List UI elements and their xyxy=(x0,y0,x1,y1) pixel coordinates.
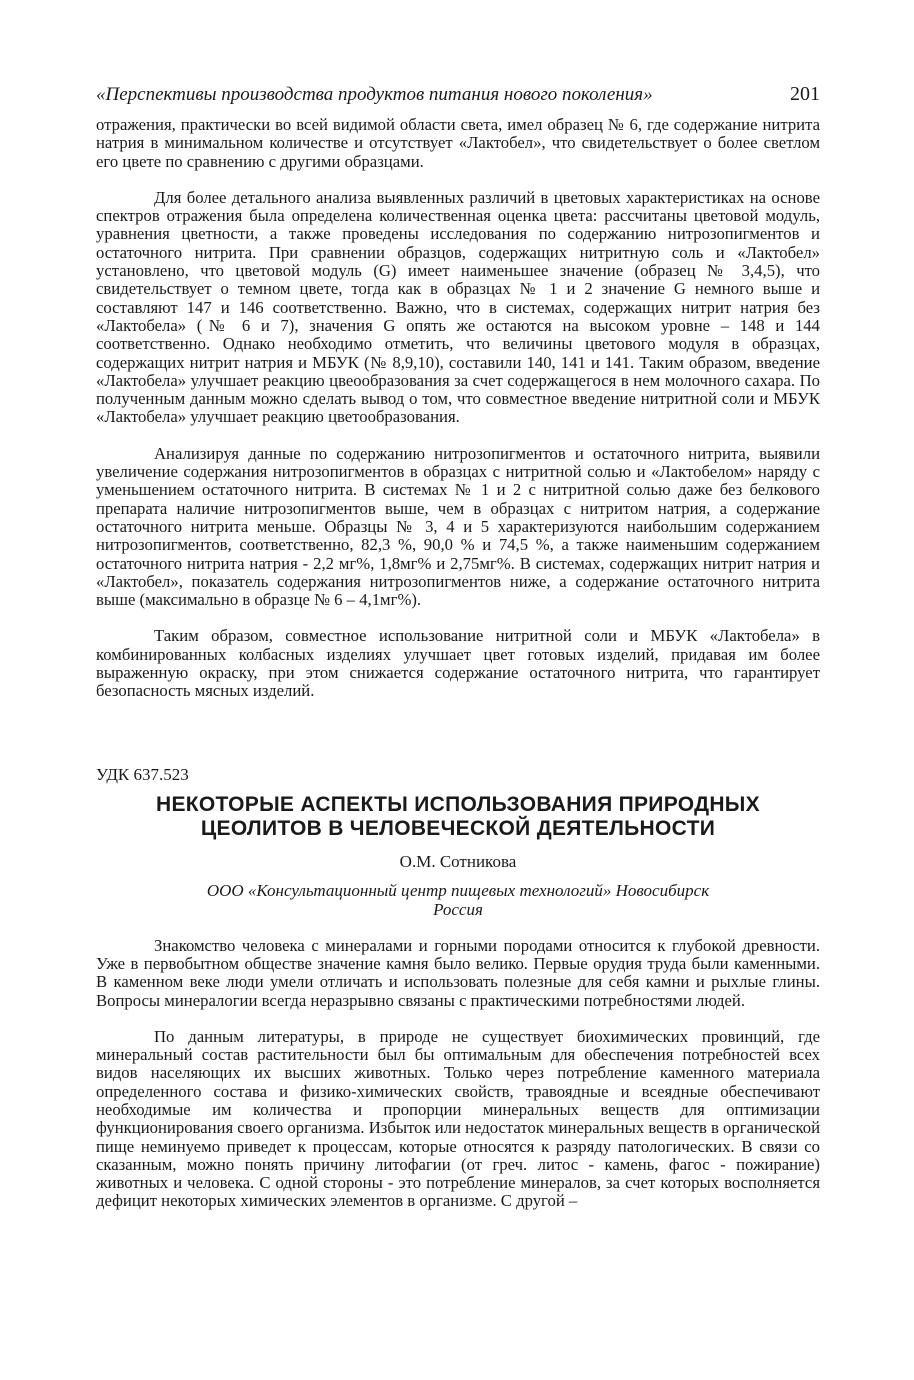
running-header xyxy=(96,82,820,106)
article1-paragraph-1: отражения, практически во всей видимой области света, имел образец № 6, где содержание нитрита натрия в минимальном количестве и отсутствует «Лактобел», что свидетельствует о более светлом его цвете по сравнению с другими образцами. xyxy=(96,115,820,171)
section-gap xyxy=(96,701,820,765)
page-number: 201 xyxy=(790,83,820,105)
paragraph-gap xyxy=(96,609,820,627)
article1-paragraph-2: Для более детального анализа выявленных различий в цветовых характеристиках на основе спектров отражения была определена количественная оценка цвета: рассчитаны цветовой модуль, уравнения цветности, а также проведены исследования по содержанию нитрозопигментов и остаточного нитрита. При сравнении образцов, содержащих нитритную соль и «Лактобел» установлено, что цветовой модуль (G) имеет наименьшее значение (образец № 3,4,5), что свидетельствует о темном цвете, тогда как в образцах № 1 и 2 значение G немного выше и составляют 147 и 146 соответственно. Важно, что в системах, содержащих нитрит натрия без «Лактобела» (№ 6 и 7), значения G опять же остаются на высоком уровне – 148 и 144 соответственно. Однако необходимо отметить, что величины цветового модуля в образцах, содержащих нитрит натрия и МБУК (№ 8,9,10), составили 140, 141 и 141. Таким образом, введение «Лактобела» улучшает реакцию цвеообразования за счет содержащегося в нем молочного сахара. По полученным данным можно сделать вывод о том, что совместное введение нитритной соли и МБУК «Лактобела» улучшает реакцию цветообразования. xyxy=(96,187,820,427)
paragraph-gap xyxy=(96,427,820,445)
article-title xyxy=(96,793,820,841)
journal-title: «Перспективы производства продуктов питания нового поколения» xyxy=(96,84,653,105)
article2-paragraph-1: Знакомство человека с минералами и горными породами относится к глубокой древности. Уже в первобытном обществе значение камня было велико. Первые орудия труда были каменными. В каменном веке люди умели отличать и использовать полезные для себя камни и рыхлые глины. Вопросы минералогии всегда неразрывно связаны с практическими потребностями людей. xyxy=(96,935,820,1010)
document-page xyxy=(96,82,820,1211)
article1-paragraph-3: Анализируя данные по содержанию нитрозопигментов и остаточного нитрита, выявили увеличение содержания нитрозопигментов в образцах с нитритной солью и «Лактобелом» наряду с уменьшением остаточного нитрита. В системах № 1 и 2 с нитритной солью даже без белкового препарата наличие нитрозопигментов выше, чем в образцах с нитритом натрия, а содержание остаточного нитрита меньше. Образцы № 3, 4 и 5 характеризуются наибольшим содержанием нитрозопигментов, соответственно, 82,3 %, 90,0 % и 74,5 %, а также наименьшим содержанием остаточного нитрита натрия - 2,2 мг%, 1,8мг% и 2,75мг%. В системах, содержащих нитрит натрия и «Лактобел», показатель содержания нитрозопигментов ниже, а содержание остаточного нитрита выше (максимально в образце № 6 – 4,1мг%). xyxy=(96,443,820,610)
article-title-line-1: НЕКОТОРЫЕ АСПЕКТЫ ИСПОЛЬЗОВАНИЯ ПРИРОДНЫХ xyxy=(156,792,760,816)
author-name: О.М. Сотникова xyxy=(399,851,517,871)
article2-paragraph-2: По данным литературы, в природе не существует биохимических провинций, где минеральный состав растительности был бы оптимальным для обеспечения потребностей всех видов населяющих их высших животных. Только через потребление каменного материала определенного состава и физико-химических свойств, травоядные и всеядные обеспечивают необходимые им количества и пропорции минеральных веществ для оптимизации функционирования своего организма. Избыток или недостаток минеральных веществ в органической пище неминуемо приведет к процессам, которые относятся к разряду патологических. В связи со сказанным, можно понять причину литофагии (от греч. литос - камень, фагос - пожирание) животных и человека. С одной стороны - это потребление минералов, за счет которых восполняется дефицит некоторых химических элементов в организме. С другой – xyxy=(96,1026,821,1211)
article1-paragraph-4: Таким образом, совместное использование нитритной соли и МБУК «Лактобела» в комбинированных колбасных изделиях улучшает цвет готовых изделий, придавая им более выраженную окраску, при этом снижается содержание остаточного нитрита, что гарантирует безопасность мясных изделий. xyxy=(96,626,820,701)
paragraph-gap xyxy=(96,171,820,189)
affiliation xyxy=(96,881,820,919)
article-title-line-2: ЦЕОЛИТОВ В ЧЕЛОВЕЧЕСКОЙ ДЕЯТЕЛЬНОСТИ xyxy=(200,816,716,840)
affiliation-line-2: Россия xyxy=(433,899,483,919)
udc-code: УДК 637.523 xyxy=(96,764,189,784)
affiliation-line-1: ООО «Консультационный центр пищевых технологий» Новосибирск xyxy=(206,880,710,900)
paragraph-gap xyxy=(96,1010,820,1028)
